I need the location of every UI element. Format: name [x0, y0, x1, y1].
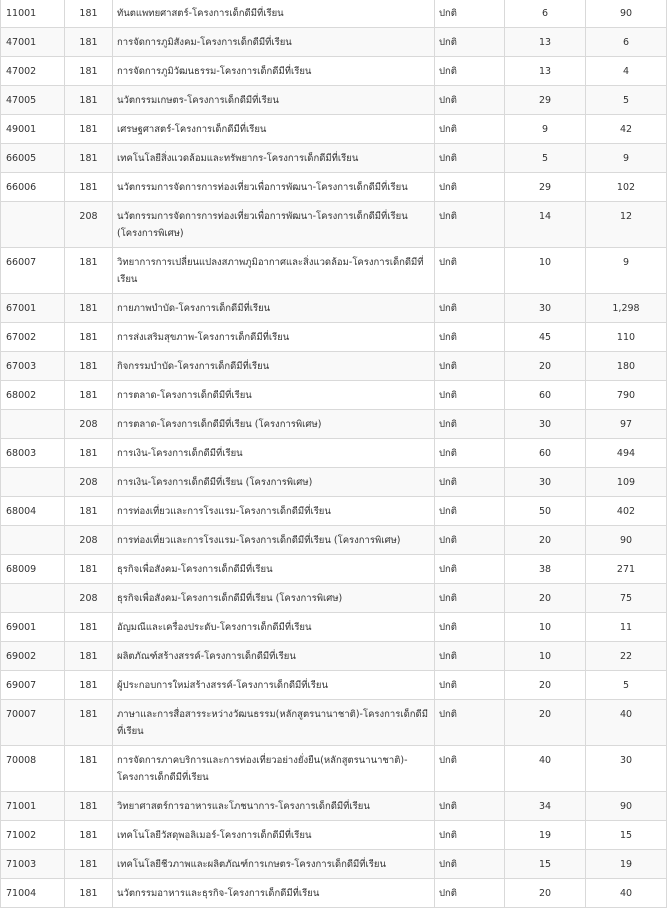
round-cell: 208 — [65, 468, 113, 497]
quota-cell: 45 — [505, 323, 586, 352]
program-name-cell: เทคโนโลยีวัสดุพอลิเมอร์-โครงการเด็กดีมีที่เรียน — [113, 821, 435, 850]
program-code-cell: 67003 — [1, 352, 65, 381]
round-cell: 181 — [65, 0, 113, 28]
program-type-cell: ปกติ — [435, 555, 505, 584]
table-row — [1, 746, 667, 792]
program-code-cell: 68004 — [1, 497, 65, 526]
program-code-cell: 68003 — [1, 439, 65, 468]
program-code-cell: 66005 — [1, 144, 65, 173]
table-row — [1, 700, 667, 746]
quota-cell: 9 — [505, 115, 586, 144]
applicant-count-cell: 12 — [586, 202, 667, 248]
quota-cell: 19 — [505, 821, 586, 850]
program-type-cell: ปกติ — [435, 821, 505, 850]
applicant-count-cell: 790 — [586, 381, 667, 410]
program-name-cell: การท่องเที่ยวและการโรงแรม-โครงการเด็กดีมีที่เรียน — [113, 497, 435, 526]
program-code-cell: 71003 — [1, 850, 65, 879]
program-code-cell: 71001 — [1, 792, 65, 821]
program-type-cell: ปกติ — [435, 28, 505, 57]
applicant-count-cell: 40 — [586, 879, 667, 908]
table-row — [1, 613, 667, 642]
round-cell: 181 — [65, 671, 113, 700]
program-name-cell: การเงิน-โครงการเด็กดีมีที่เรียน — [113, 439, 435, 468]
admission-table-body — [1, 0, 667, 908]
quota-cell: 34 — [505, 792, 586, 821]
applicant-count-cell: 9 — [586, 248, 667, 294]
program-code-cell: 66006 — [1, 173, 65, 202]
table-row — [1, 294, 667, 323]
table-row — [1, 439, 667, 468]
program-code-cell: 69007 — [1, 671, 65, 700]
applicant-count-cell: 1,298 — [586, 294, 667, 323]
program-type-cell: ปกติ — [435, 468, 505, 497]
quota-cell: 20 — [505, 879, 586, 908]
program-type-cell: ปกติ — [435, 0, 505, 28]
program-name-cell: การตลาด-โครงการเด็กดีมีที่เรียน — [113, 381, 435, 410]
program-code-cell: 68002 — [1, 381, 65, 410]
applicant-count-cell: 4 — [586, 57, 667, 86]
table-row — [1, 202, 667, 248]
round-cell: 181 — [65, 57, 113, 86]
program-type-cell: ปกติ — [435, 700, 505, 746]
quota-cell: 13 — [505, 28, 586, 57]
applicant-count-cell: 271 — [586, 555, 667, 584]
applicant-count-cell: 30 — [586, 746, 667, 792]
program-name-cell: การจัดการภูมิวัฒนธรรม-โครงการเด็กดีมีที่เรียน — [113, 57, 435, 86]
quota-cell: 38 — [505, 555, 586, 584]
program-name-cell: ผลิตภัณฑ์สร้างสรรค์-โครงการเด็กดีมีที่เรียน — [113, 642, 435, 671]
program-code-cell: 47001 — [1, 28, 65, 57]
table-row — [1, 671, 667, 700]
program-name-cell: การตลาด-โครงการเด็กดีมีที่เรียน (โครงการพิเศษ) — [113, 410, 435, 439]
table-row — [1, 879, 667, 908]
program-code-cell: 68009 — [1, 555, 65, 584]
program-code-cell — [1, 202, 65, 248]
program-code-cell: 11001 — [1, 0, 65, 28]
program-type-cell: ปกติ — [435, 746, 505, 792]
table-row — [1, 792, 667, 821]
applicant-count-cell: 19 — [586, 850, 667, 879]
quota-cell: 13 — [505, 57, 586, 86]
table-row — [1, 821, 667, 850]
program-code-cell — [1, 410, 65, 439]
applicant-count-cell: 90 — [586, 792, 667, 821]
applicant-count-cell: 90 — [586, 0, 667, 28]
quota-cell: 30 — [505, 468, 586, 497]
round-cell: 181 — [65, 850, 113, 879]
program-type-cell: ปกติ — [435, 642, 505, 671]
program-type-cell: ปกติ — [435, 202, 505, 248]
quota-cell: 20 — [505, 352, 586, 381]
round-cell: 181 — [65, 746, 113, 792]
round-cell: 181 — [65, 821, 113, 850]
quota-cell: 40 — [505, 746, 586, 792]
program-name-cell: เศรษฐศาสตร์-โครงการเด็กดีมีที่เรียน — [113, 115, 435, 144]
round-cell: 181 — [65, 323, 113, 352]
program-type-cell: ปกติ — [435, 381, 505, 410]
program-name-cell: นวัตกรรมการจัดการการท่องเที่ยวเพื่อการพัฒนา-โครงการเด็กดีมีที่เรียน — [113, 173, 435, 202]
applicant-count-cell: 494 — [586, 439, 667, 468]
round-cell: 208 — [65, 410, 113, 439]
table-row — [1, 115, 667, 144]
program-type-cell: ปกติ — [435, 439, 505, 468]
program-type-cell: ปกติ — [435, 352, 505, 381]
round-cell: 181 — [65, 86, 113, 115]
applicant-count-cell: 11 — [586, 613, 667, 642]
quota-cell: 15 — [505, 850, 586, 879]
applicant-count-cell: 110 — [586, 323, 667, 352]
table-row — [1, 0, 667, 28]
table-row — [1, 57, 667, 86]
program-code-cell: 67001 — [1, 294, 65, 323]
quota-cell: 50 — [505, 497, 586, 526]
round-cell: 181 — [65, 613, 113, 642]
program-code-cell: 69001 — [1, 613, 65, 642]
applicant-count-cell: 102 — [586, 173, 667, 202]
round-cell: 181 — [65, 642, 113, 671]
quota-cell: 10 — [505, 613, 586, 642]
quota-cell: 60 — [505, 381, 586, 410]
program-name-cell: กายภาพบำบัด-โครงการเด็กดีมีที่เรียน — [113, 294, 435, 323]
quota-cell: 6 — [505, 0, 586, 28]
table-row — [1, 173, 667, 202]
applicant-count-cell: 90 — [586, 526, 667, 555]
table-row — [1, 352, 667, 381]
round-cell: 181 — [65, 381, 113, 410]
table-row — [1, 410, 667, 439]
applicant-count-cell: 109 — [586, 468, 667, 497]
quota-cell: 20 — [505, 671, 586, 700]
quota-cell: 29 — [505, 173, 586, 202]
program-code-cell — [1, 584, 65, 613]
quota-cell: 10 — [505, 642, 586, 671]
round-cell: 181 — [65, 248, 113, 294]
quota-cell: 20 — [505, 584, 586, 613]
program-type-cell: ปกติ — [435, 879, 505, 908]
round-cell: 181 — [65, 700, 113, 746]
program-name-cell: ธุรกิจเพื่อสังคม-โครงการเด็กดีมีที่เรียน (โครงการพิเศษ) — [113, 584, 435, 613]
round-cell: 181 — [65, 115, 113, 144]
program-name-cell: เทคโนโลยีชีวภาพและผลิตภัณฑ์การเกษตร-โครงการเด็กดีมีที่เรียน — [113, 850, 435, 879]
program-type-cell: ปกติ — [435, 86, 505, 115]
program-type-cell: ปกติ — [435, 173, 505, 202]
program-type-cell: ปกติ — [435, 584, 505, 613]
round-cell: 181 — [65, 352, 113, 381]
quota-cell: 20 — [505, 700, 586, 746]
table-row — [1, 497, 667, 526]
quota-cell: 60 — [505, 439, 586, 468]
program-name-cell: การจัดการภูมิสังคม-โครงการเด็กดีมีที่เรียน — [113, 28, 435, 57]
applicant-count-cell: 9 — [586, 144, 667, 173]
program-code-cell: 66007 — [1, 248, 65, 294]
table-row — [1, 28, 667, 57]
program-type-cell: ปกติ — [435, 792, 505, 821]
program-name-cell: การส่งเสริมสุขภาพ-โครงการเด็กดีมีที่เรียน — [113, 323, 435, 352]
applicant-count-cell: 40 — [586, 700, 667, 746]
program-code-cell: 69002 — [1, 642, 65, 671]
program-name-cell: นวัตกรรมเกษตร-โครงการเด็กดีมีที่เรียน — [113, 86, 435, 115]
table-row — [1, 144, 667, 173]
program-type-cell: ปกติ — [435, 671, 505, 700]
round-cell: 181 — [65, 294, 113, 323]
program-code-cell: 49001 — [1, 115, 65, 144]
program-name-cell: เทคโนโลยีสิ่งแวดล้อมและทรัพยากร-โครงการเด็กดีมีที่เรียน — [113, 144, 435, 173]
program-code-cell: 47005 — [1, 86, 65, 115]
quota-cell: 5 — [505, 144, 586, 173]
round-cell: 181 — [65, 555, 113, 584]
program-type-cell: ปกติ — [435, 410, 505, 439]
program-code-cell: 71004 — [1, 879, 65, 908]
applicant-count-cell: 22 — [586, 642, 667, 671]
quota-cell: 29 — [505, 86, 586, 115]
program-name-cell: ภาษาและการสื่อสารระหว่างวัฒนธรรม(หลักสูตรนานาชาติ)-โครงการเด็กดีมีที่เรียน — [113, 700, 435, 746]
program-type-cell: ปกติ — [435, 115, 505, 144]
table-row — [1, 323, 667, 352]
program-code-cell: 71002 — [1, 821, 65, 850]
table-row — [1, 850, 667, 879]
round-cell: 181 — [65, 792, 113, 821]
program-name-cell: กิจกรรมบำบัด-โครงการเด็กดีมีที่เรียน — [113, 352, 435, 381]
round-cell: 181 — [65, 439, 113, 468]
round-cell: 208 — [65, 202, 113, 248]
round-cell: 181 — [65, 28, 113, 57]
program-type-cell: ปกติ — [435, 613, 505, 642]
program-code-cell: 47002 — [1, 57, 65, 86]
program-name-cell: อัญมณีและเครื่องประดับ-โครงการเด็กดีมีที่เรียน — [113, 613, 435, 642]
program-type-cell: ปกติ — [435, 294, 505, 323]
applicant-count-cell: 5 — [586, 671, 667, 700]
program-code-cell: 70008 — [1, 746, 65, 792]
applicant-count-cell: 42 — [586, 115, 667, 144]
applicant-count-cell: 6 — [586, 28, 667, 57]
applicant-count-cell: 75 — [586, 584, 667, 613]
program-name-cell: นวัตกรรมอาหารและธุรกิจ-โครงการเด็กดีมีที่เรียน — [113, 879, 435, 908]
table-row — [1, 248, 667, 294]
round-cell: 181 — [65, 173, 113, 202]
program-type-cell: ปกติ — [435, 57, 505, 86]
program-code-cell — [1, 468, 65, 497]
quota-cell: 30 — [505, 410, 586, 439]
program-type-cell: ปกติ — [435, 526, 505, 555]
applicant-count-cell: 15 — [586, 821, 667, 850]
table-row — [1, 381, 667, 410]
table-row — [1, 555, 667, 584]
program-name-cell: ผู้ประกอบการใหม่สร้างสรรค์-โครงการเด็กดีมีที่เรียน — [113, 671, 435, 700]
quota-cell: 14 — [505, 202, 586, 248]
table-row — [1, 642, 667, 671]
program-name-cell: วิทยาศาสตร์การอาหารและโภชนาการ-โครงการเด็กดีมีที่เรียน — [113, 792, 435, 821]
program-type-cell: ปกติ — [435, 497, 505, 526]
applicant-count-cell: 180 — [586, 352, 667, 381]
program-name-cell: การจัดการภาคบริการและการท่องเที่ยวอย่างยั่งยืน(หลักสูตรนานาชาติ)-โครงการเด็กดีมีที่เรียน — [113, 746, 435, 792]
program-name-cell: นวัตกรรมการจัดการการท่องเที่ยวเพื่อการพัฒนา-โครงการเด็กดีมีที่เรียน (โครงการพิเศษ) — [113, 202, 435, 248]
applicant-count-cell: 402 — [586, 497, 667, 526]
round-cell: 208 — [65, 584, 113, 613]
program-type-cell: ปกติ — [435, 144, 505, 173]
program-type-cell: ปกติ — [435, 323, 505, 352]
applicant-count-cell: 97 — [586, 410, 667, 439]
quota-cell: 20 — [505, 526, 586, 555]
program-name-cell: วิทยาการการเปลี่ยนแปลงสภาพภูมิอากาศและสิ่งแวดล้อม-โครงการเด็กดีมีที่เรียน — [113, 248, 435, 294]
table-row — [1, 526, 667, 555]
table-row — [1, 584, 667, 613]
table-row — [1, 86, 667, 115]
round-cell: 181 — [65, 497, 113, 526]
table-row — [1, 468, 667, 497]
program-type-cell: ปกติ — [435, 850, 505, 879]
program-code-cell: 67002 — [1, 323, 65, 352]
program-name-cell: ทันตแพทยศาสตร์-โครงการเด็กดีมีที่เรียน — [113, 0, 435, 28]
program-name-cell: การท่องเที่ยวและการโรงแรม-โครงการเด็กดีมีที่เรียน (โครงการพิเศษ) — [113, 526, 435, 555]
program-name-cell: ธุรกิจเพื่อสังคม-โครงการเด็กดีมีที่เรียน — [113, 555, 435, 584]
quota-cell: 30 — [505, 294, 586, 323]
applicant-count-cell: 5 — [586, 86, 667, 115]
round-cell: 181 — [65, 879, 113, 908]
program-name-cell: การเงิน-โครงการเด็กดีมีที่เรียน (โครงการพิเศษ) — [113, 468, 435, 497]
round-cell: 181 — [65, 144, 113, 173]
round-cell: 208 — [65, 526, 113, 555]
program-type-cell: ปกติ — [435, 248, 505, 294]
program-code-cell — [1, 526, 65, 555]
quota-cell: 10 — [505, 248, 586, 294]
program-code-cell: 70007 — [1, 700, 65, 746]
